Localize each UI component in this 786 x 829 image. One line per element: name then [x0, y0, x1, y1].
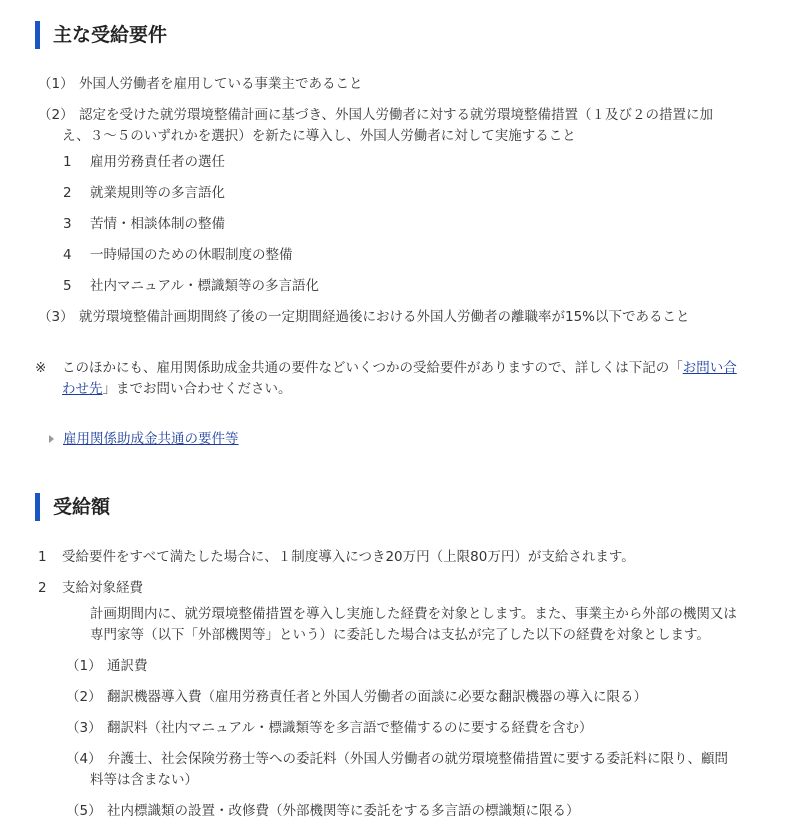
amount-item-2-text: 支給対象経費: [62, 580, 143, 596]
requirement-3-number: （3）: [38, 309, 74, 325]
measure-number: 3: [63, 216, 72, 232]
requirement-3-text: 就労環境整備計画期間終了後の一定期間経過後における外国人労働者の離職率が15%以下であること: [79, 309, 690, 325]
measure-text: 就業規則等の多言語化: [90, 185, 225, 201]
expense-description-line2: 専門家等（以下「外部機関等」という）に委託した場合は支払が完了した以下の経費を対象とします。: [90, 627, 710, 643]
note-mark: ※: [35, 360, 47, 376]
expense-number: （2）: [66, 689, 102, 705]
note-line2: [62, 379, 292, 399]
expense-text: 翻訳機器導入費（雇用労務責任者と外国人労働者の面談に必要な翻訳機器の導入に限る）: [107, 689, 647, 705]
measure-text: 一時帰国のための休暇制度の整備: [90, 247, 293, 263]
expense-number: （3）: [66, 720, 102, 736]
measure-text: 雇用労務責任者の選任: [90, 154, 225, 170]
note-text-post: 」までお問い合わせください。: [102, 381, 292, 397]
measure-number: 2: [63, 185, 72, 201]
requirement-2-number: （2）: [38, 107, 74, 123]
note-text-pre: このほかにも、雇用関係助成金共通の要件などいくつかの受給要件がありますので、詳しくは下記の「: [62, 360, 683, 376]
measure-number: 1: [63, 154, 72, 170]
expense-text: 翻訳料（社内マニュアル・標識類等を多言語で整備するのに要する経費を含む）: [107, 720, 593, 736]
expense-text: 通訳費: [107, 658, 148, 674]
expense-text: 弁護士、社会保険労務士等への委託料（外国人労働者の就労環境整備措置に要する委託料に限り、顧問: [107, 751, 728, 767]
measure-text: 社内マニュアル・標識類等の多言語化: [90, 278, 319, 294]
requirement-2-text-line1: 認定を受けた就労環境整備計画に基づき、外国人労働者に対する就労環境整備措置（１及び２の措置に加: [79, 107, 713, 123]
amount-item-2-number: 2: [38, 580, 47, 596]
expense-number: （1）: [66, 658, 102, 674]
measure-number: 5: [63, 278, 72, 294]
requirement-1-text: 外国人労働者を雇用している事業主であること: [79, 76, 363, 92]
amount-item-1-number: 1: [38, 549, 47, 565]
measure-text: 苦情・相談体制の整備: [90, 216, 225, 232]
requirement-1-number: （1）: [38, 76, 74, 92]
requirement-2-text-line2: え、３～５のいずれかを選択）を新たに導入し、外国人労働者に対して実施すること: [62, 128, 576, 144]
amount-item-1-text: 受給要件をすべて満たした場合に、１制度導入につき20万円（上限80万円）が支給されます。: [62, 549, 635, 565]
triangle-right-icon: [49, 435, 54, 443]
contact-link[interactable]: お問い合: [682, 360, 737, 376]
expense-number: （4）: [66, 751, 102, 767]
expense-text-continued: 料等は含まない）: [90, 772, 198, 788]
expense-number: （5）: [66, 803, 102, 819]
section-heading-amount: 受給額: [35, 493, 110, 521]
expense-description-line1: 計画期間内に、就労環境整備措置を導入し実施した経費を対象とします。また、事業主から外部の機関又は: [90, 606, 737, 622]
contact-link-continued[interactable]: わせ先: [62, 381, 103, 397]
common-requirements-link[interactable]: 雇用関係助成金共通の要件等: [63, 431, 239, 447]
section-heading-requirements: 主な受給要件: [35, 21, 167, 49]
note-line1: [62, 358, 737, 378]
expense-text: 社内標識類の設置・改修費（外部機関等に委託をする多言語の標識類に限る）: [107, 803, 580, 819]
measure-number: 4: [63, 247, 72, 263]
